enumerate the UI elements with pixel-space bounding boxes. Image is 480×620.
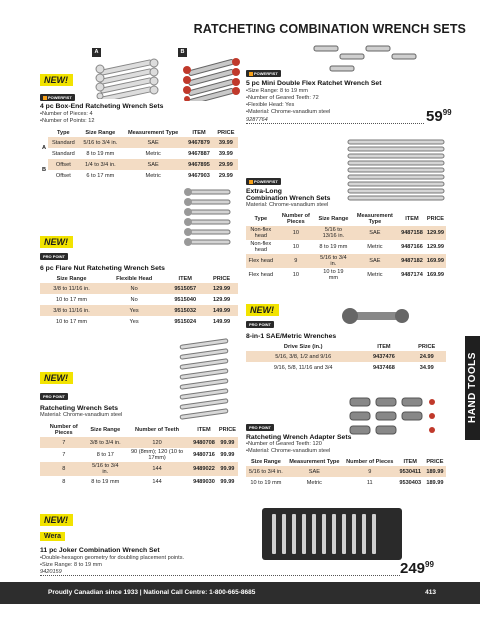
ratcheting-sets-table xyxy=(40,423,238,487)
col-header: ITEM xyxy=(197,427,211,433)
table-row: 7 3/8 to 3/4 in. 120 9480708 99.99 xyxy=(40,437,238,448)
product-name-mini-double: 5 pc Mini Double Flex Ratchet Wrench Set xyxy=(246,80,382,87)
section-tab-hand-tools: HAND TOOLS xyxy=(465,336,480,440)
footer xyxy=(0,582,480,604)
new-badge: NEW! xyxy=(40,372,73,384)
table-row: Offset 6 to 17 mm Metric 9467903 29.99 xyxy=(55,172,233,179)
sae-metric-table xyxy=(246,343,446,373)
table-row: Flex head 9 5/16 to 3/4 in. SAE 9487182 169.99 xyxy=(246,254,446,268)
spec-line: •Size Range: 8 to 19 mm xyxy=(246,88,308,94)
col-header: ITEM xyxy=(403,459,417,465)
new-badge: NEW! xyxy=(40,236,73,248)
new-badge: NEW! xyxy=(40,74,73,86)
product-name-box-end: 4 pc Box-End Ratcheting Wrench Sets xyxy=(40,103,164,110)
product-image-extra-long xyxy=(340,136,450,206)
product-image-ratcheting-sets xyxy=(170,336,240,420)
product-name-adapter: Ratcheting Wrench Adapter Sets xyxy=(246,434,352,441)
col-header: Size Range xyxy=(85,130,116,136)
spec-line: •Number of Points: 12 xyxy=(40,118,95,124)
item-number-mini-double: 9287764 xyxy=(246,117,424,124)
table-row: Flex head 10 10 to 19 mm Metric 9487174 169.99 xyxy=(248,269,444,281)
powerfist-logo: POWERFIST xyxy=(40,94,75,101)
table-row: Standard 8 to 19 mm Metric 9467887 39.99 xyxy=(51,150,233,157)
product-name-extra-long: Extra-Long xyxy=(246,188,282,195)
table-row: 7 8 to 17 90 (8mm); 120 (10 to 17mm) 9480716 99.99 xyxy=(62,449,235,461)
group-label-b: B xyxy=(40,159,48,181)
col-header: PRICE xyxy=(213,276,231,282)
table-row: A Standard 5/16 to 3/4 in. SAE 9467879 39.99 xyxy=(40,137,238,148)
pro-point-logo: PRO POINT xyxy=(40,393,68,400)
product-specs-mini-double xyxy=(246,88,330,116)
col-header: PRICE xyxy=(426,459,444,465)
tag-b: B xyxy=(178,48,187,57)
col-header: Flexible Head xyxy=(116,276,153,282)
page-number: 413 xyxy=(425,589,436,596)
product-image-adapter xyxy=(346,394,446,442)
spec-line: •Number of Geared Teeth: 72 xyxy=(246,95,319,101)
wera-logo: Wera xyxy=(40,532,65,541)
product-name-flare-nut: 6 pc Flare Nut Ratcheting Wrench Sets xyxy=(40,265,165,272)
col-header: ITEM xyxy=(192,130,206,136)
table-row: 3/8 to 11/16 in. No 9515057 129.99 xyxy=(40,283,238,294)
spec-line: •Double-hexagon geometry for doubling placement points. xyxy=(40,555,185,561)
col-header: Size Range xyxy=(318,216,349,222)
item-number-joker: 9420159 xyxy=(40,569,400,576)
table-row: 8 8 to 19 mm 144 9489030 99.99 xyxy=(62,478,235,485)
col-header: Measurement Type xyxy=(289,459,340,465)
col-header: Drive Size (in.) xyxy=(283,344,323,350)
col-header: Number of Teeth xyxy=(135,427,180,433)
footer-text: Proudly Canadian since 1933 | National Call Centre: 1-800-665-8685 xyxy=(48,589,256,596)
col-header: ITEM xyxy=(377,344,391,350)
col-header: Size Range xyxy=(90,427,121,433)
price-joker: $249^{99}$ xyxy=(400,560,434,577)
product-image-mini-double xyxy=(310,40,430,80)
new-badge: NEW! xyxy=(40,514,73,526)
table-row: Non-flex head 10 8 to 19 mm Metric 9487166 129.99 xyxy=(250,241,444,253)
product-image-box-end-a xyxy=(92,48,162,99)
product-specs-box-end xyxy=(40,111,95,125)
spec-line: •Number of Geared Teeth: 120 xyxy=(246,441,322,447)
table-row: 10 to 17 mm No 9515040 129.99 xyxy=(55,296,231,303)
table-row: Non-flex head 10 5/16 to 13/16 in. SAE 9487158 129.99 xyxy=(246,226,446,240)
table-row: B Offset 1/4 to 3/4 in. SAE 9467895 29.99 xyxy=(40,159,238,170)
product-name-extra-long-2: Combination Wrench Sets xyxy=(246,195,331,202)
tag-a: A xyxy=(92,48,101,57)
product-name-joker: 11 pc Joker Combination Wrench Set xyxy=(40,547,160,554)
spec-line: •Material: Chrome-vanadium steel xyxy=(246,448,331,454)
price-mini-double: $59^{99}$ xyxy=(426,108,452,125)
col-header: Measurement Type xyxy=(356,213,393,225)
powerfist-logo: POWERFIST xyxy=(246,70,281,77)
product-image-8in1 xyxy=(340,300,410,332)
col-header: ITEM xyxy=(178,276,192,282)
pro-point-logo: PRO POINT xyxy=(246,424,274,431)
spec-line: •Flexible Head: Yes xyxy=(246,102,295,108)
pro-point-logo: PRO POINT xyxy=(40,253,68,260)
col-header: PRICE xyxy=(426,216,444,222)
col-header: Size Range xyxy=(250,459,281,465)
table-row: 10 to 19 mm Metric 11 9530403 189.99 xyxy=(250,479,444,486)
product-material: Material: Chrome-vanadium steel xyxy=(246,202,329,208)
col-header: ITEM xyxy=(405,216,419,222)
table-row: 9/16, 5/8, 11/16 and 3/4 9437468 34.99 xyxy=(273,364,434,371)
spec-line: •Size Range: 8 to 19 mm xyxy=(40,562,102,568)
table-row: 5/16, 3/8, 1/2 and 9/16 9437476 24.99 xyxy=(246,351,446,362)
col-header: Number of Pieces xyxy=(346,459,394,465)
table-row: 10 to 17 mm Yes 9515024 149.99 xyxy=(55,318,231,325)
col-header: Number of Pieces xyxy=(281,213,310,225)
col-header: Type xyxy=(254,216,268,222)
table-row: 8 5/16 to 3/4 in. 144 9489022 99.99 xyxy=(40,462,238,476)
spec-line: •Material: Chrome-vanadium steel xyxy=(246,109,331,115)
page-title: RATCHETING COMBINATION WRENCH SETS xyxy=(193,22,466,36)
table-row: 5/16 to 3/4 in. SAE 9 9530411 189.99 xyxy=(246,466,446,477)
adapter-table xyxy=(246,458,446,488)
product-material: Material: Chrome-vanadium steel xyxy=(40,412,123,418)
product-image-box-end-b xyxy=(178,48,246,101)
group-label-a: A xyxy=(40,137,48,159)
product-specs-joker xyxy=(40,555,184,569)
col-header: Size Range xyxy=(56,276,87,282)
col-header: PRICE xyxy=(217,130,235,136)
new-badge: NEW! xyxy=(246,304,279,316)
spec-line: •Number of Pieces: 4 xyxy=(40,111,93,117)
product-specs-adapter xyxy=(246,441,330,455)
product-name-8in1: 8-in-1 SAE/Metric Wrenches xyxy=(246,333,337,340)
col-header: Type xyxy=(57,130,70,136)
col-header: Number of Pieces xyxy=(49,424,78,436)
product-name-ratcheting-sets: Ratcheting Wrench Sets xyxy=(40,405,119,412)
table-row: 3/8 to 11/16 in. Yes 9515032 149.99 xyxy=(40,305,238,316)
powerfist-logo: POWERFIST xyxy=(246,178,281,185)
box-end-table xyxy=(40,129,238,181)
product-image-flare-nut xyxy=(182,186,240,248)
flare-nut-table xyxy=(40,275,238,327)
col-header: PRICE xyxy=(418,344,436,350)
col-header: Measurement Type xyxy=(128,130,179,136)
col-header: PRICE xyxy=(218,427,236,433)
extra-long-table xyxy=(246,212,446,282)
product-image-joker xyxy=(262,506,402,562)
pro-point-logo: PRO POINT xyxy=(246,321,274,328)
